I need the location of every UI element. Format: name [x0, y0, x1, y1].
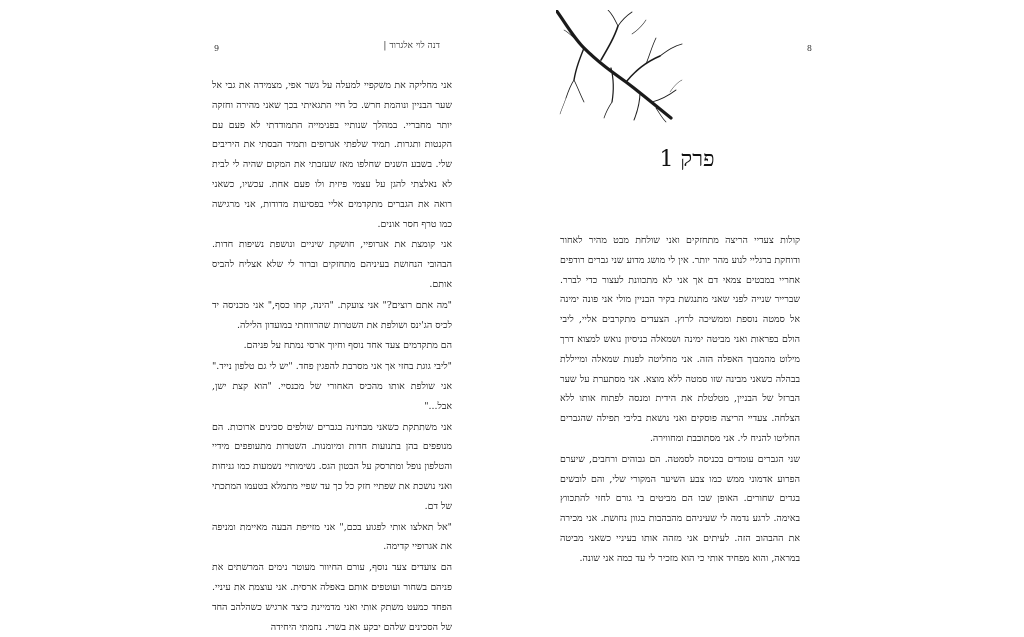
paragraph: "ליבי גוגת בחזי אך אני מסרבת להפגין פחד. "יש לי גם טלפון נייד." אני שולפת אותו מהכיס האחורי של מכנסיי. "הוא קצת ישן, אבל..." [212, 361, 452, 412]
paragraph: קולות צעדיי הריצה מתחזקים ואני שולחת מבט מהיר לאחור ודוחקת ברגליי לנוע מהר יותר. אין לי מושג מדוע שני גברים רודפים אחריי במבטים צמאי דם אך אני לא מתכוונת לעצור כדי לברר. שברייר שנייה לפני שאני מתנגשת בקיר הבניין מולי אני פונה ימינה אל סמטה נוספת וממשיכה לרוץ. הצעדים מתקרבים אליי, ליבי הולם בפראות ואני מביטה ימינה ושמאלה בניסיון נואש למצוא דרך מילוט מהמבוך האפלה הזה. אני מחליטה לפנות שמאלה ומייללת בבהלה כשאני מבינה שזו סמטה ללא מוצא. אני מסתערת על שער הברזל של הבניין, מטלטלת את הידית ומנסה לפתוח אותו ללא הצלחה. צעדיי הריצה פוסקים ואני נושאת בליבי תפילה שהגברים החליטו להניח לי. אני מסתובבת ומחווירה. [560, 235, 800, 444]
paragraph: אני מחליקה את משקפיי למעלה על גשר אפי, מצמידה את גבי אל שער הבניין ונוהמת חרש. כל חיי התגאיתי בכך שאני מהירה וחזקה יותר מחבריי. במהלך שנותיי בפנימייה התמודדתי לא פעם עם הקנטות ותגרות. תמיד שלפתי אגרופים ותמיד הבסתי את היריבים שלי. בשבע השנים שחלפו מאז שעזבתי את המקום שהיה לי לבית לא נאלצתי להגן על עצמי פיזית ולו פעם אחת. עכשיו, כשאני רואה את הגברים מתקדמים אליי בפסיעות מדודות, אני מרגישה כמו טרף חסר אונים. [212, 80, 452, 230]
right-page-number: 8 [806, 44, 812, 53]
right-page [516, 0, 832, 576]
paragraph: אני משתתקת כשאני מבחינה בגברים שולפים סכינים ארוכות. הם מנופפים בהן בתנועות חדות ומיומנות. השטרות מתעופפים מידיי והטלפון נופל ומתרסק על הבטון הגס. נשימותיי נשמעות כמו גניחות ואני נושכת את שפתיי חזק כל כך עד שפיי מתמלא בטעמו המתכתי של דם. [212, 421, 452, 512]
paragraph: "אל תאלצו אותי לפגוע בכם," אני מזייפת הבעה מאיימת ומניפה את אגרופיי קדימה. [212, 521, 452, 553]
paragraph: הם מתקדמים צעד אחד נוסף וחיוך ארסי נמתח על פניהם. [243, 340, 452, 352]
paragraph: אני קומצת את אגרופיי, חושקת שיניים ונושפת נשיפות חדות. הבהובי הנחושת בעיניהם מתחזקים וברור לי שלא אצליח להביס אותם. [212, 239, 452, 290]
running-head [383, 40, 440, 51]
paragraph: שני הגברים עומדים בכניסה לסמטה. הם גבוהים ורחבים, שיערם הפרוע אדמוני ממש כמו צבע השיער המקורי שלי, והם לובשים בגדים שחורים. האופן שבו הם מביטים בי גורם לחזי להתכווץ באימה. לרגע נדמה לי שעיניהם מהבהבות בגוון נחושת. אני מכירה את ההבהוב הזה. לעיתים אני מזהה אותו בעיניי כשאני מביטה במראה, והוא מפחיד אותי כי הוא מזכיר לי עד כמה אני שונה. [560, 453, 800, 564]
right-page-body [560, 231, 800, 569]
paragraph: "מה אתם רוצים?" אני צועקת. "הינה, קחו כסף," אני מכניסה יד לכיס הג'ינס ושולפת את השטרות שהרווחתי במועדון הלילה. [212, 299, 452, 331]
chapter-title: פרק 1 [659, 147, 715, 172]
left-page [194, 0, 516, 633]
paragraph: הם צועדים צעד נוסף, עורם החיוור מעוטר נימים המרשתים את פניהם בשחור ועוטפים אותם באפלה ארסית. אני עוצמת את עיניי. הפחד כמעט משתק אותי ואני מדמיינת כיצד ארגיש כשהלהב החד של הסכינים שלהם יבקע את בשרי. נחמתי היחידה [212, 562, 452, 633]
left-page-body [212, 76, 452, 637]
left-page-number: 9 [214, 44, 220, 53]
running-head-separator: | [383, 41, 387, 51]
running-head-title: דנה לוי אלגרוד [389, 41, 440, 51]
tree-branch-illustration [556, 10, 686, 125]
